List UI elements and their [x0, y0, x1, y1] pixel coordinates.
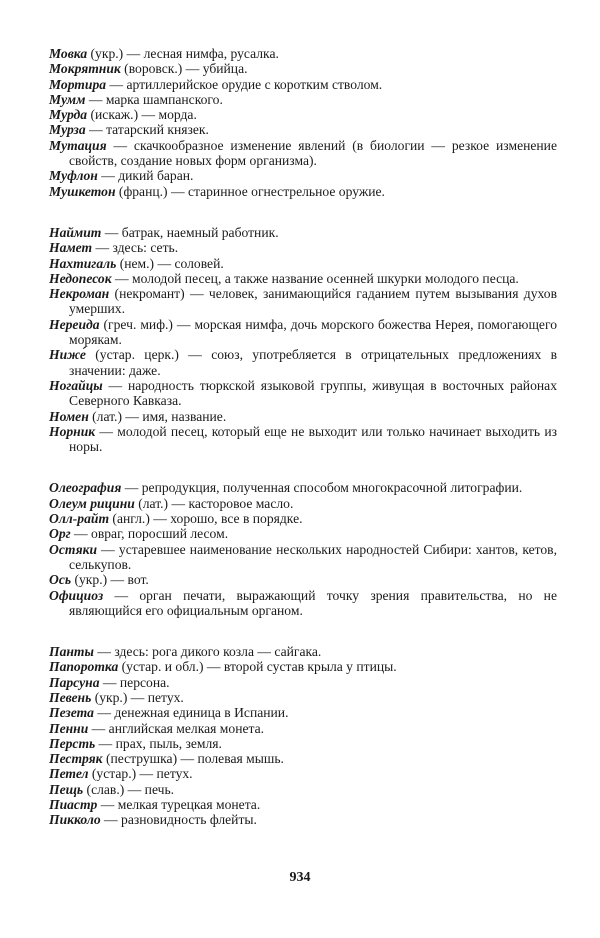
- glossary-entry: [49, 572, 557, 587]
- glossary-entry: [49, 736, 557, 751]
- glossary-entry: [49, 542, 557, 573]
- entry-definition: (устар.) — петух.: [88, 766, 193, 782]
- glossary-entry: [49, 782, 557, 797]
- glossary-entry: [49, 480, 557, 495]
- entry-term: Парсуна: [49, 674, 100, 690]
- entry-definition: — овраг, поросший лесом.: [70, 526, 229, 542]
- glossary-entry: [49, 317, 557, 348]
- entry-definition: (устар. церк.) — союз, употребляется в отрицательных предложениях в значении: даже.: [69, 347, 557, 378]
- glossary-entry: [49, 378, 557, 409]
- entry-term: Олеография: [49, 480, 122, 496]
- glossary-entry: [49, 797, 557, 812]
- entry-term: Папоротка: [49, 659, 119, 675]
- entry-term: Олл-райт: [49, 511, 110, 527]
- entry-definition: — орган печати, выражающий точку зрения правительства, но не являющийся его официальным органом.: [69, 587, 557, 618]
- entry-term: Олеум рицини: [49, 495, 135, 511]
- entry-definition: — английская мелкая монета.: [88, 720, 265, 736]
- entry-definition: — мелкая турецкая монета.: [97, 797, 261, 813]
- entry-definition: — персона.: [99, 674, 170, 690]
- entry-term: Пестряк: [49, 751, 103, 767]
- entry-term: Норник: [49, 423, 96, 439]
- entry-term: Нахтигаль: [49, 255, 117, 271]
- entry-term: Мушкетон: [49, 183, 116, 199]
- glossary-entry: [49, 766, 557, 781]
- glossary-entry: [49, 644, 557, 659]
- entry-definition: — устаревшее наименование нескольких народностей Сибири: хантов, кетов, селькупов.: [69, 541, 557, 572]
- entry-definition: (укр.) — лесная нимфа, русалка.: [87, 46, 279, 61]
- entry-definition: — молодой песец, а также название осенней шкурки молодого песца.: [111, 270, 519, 286]
- entry-term: Пезета: [49, 705, 94, 721]
- entry-term: Певень: [49, 689, 92, 705]
- glossary-entry: [49, 588, 557, 619]
- glossary-entry: [49, 61, 557, 76]
- entry-term: Номен: [49, 408, 89, 424]
- entry-term: Намет: [49, 240, 93, 256]
- entry-definition: — артиллерийское орудие с коротким стволом.: [106, 76, 383, 92]
- glossary-section: [49, 46, 557, 199]
- entry-term: Ниже́: [49, 347, 86, 363]
- entry-term: Мурда: [49, 107, 88, 123]
- glossary-section: [49, 480, 557, 618]
- entry-term: Пикколо: [49, 812, 101, 828]
- entry-definition: (греч. миф.) — морская нимфа, дочь морского божества Нерея, помогающего морякам.: [69, 316, 557, 348]
- entry-term: Наймит: [49, 224, 102, 240]
- glossary-entry: [49, 286, 557, 317]
- entry-definition: (искаж.) — морда.: [87, 107, 197, 123]
- glossary-entry: [49, 812, 557, 827]
- entry-term: Муфлон: [49, 168, 98, 184]
- entry-term: Мурза: [49, 122, 86, 138]
- entry-term: Мовка: [49, 46, 88, 61]
- entry-definition: — здесь: сеть.: [92, 240, 179, 256]
- entry-definition: — репродукция, полученная способом многокрасочной литографии.: [121, 480, 523, 496]
- section-gap: [49, 618, 557, 644]
- entry-term: Панты: [49, 644, 94, 660]
- glossary-sections: [49, 46, 557, 828]
- glossary-entry: [49, 675, 557, 690]
- entry-definition: — молодой песец, который еще не выходит или только начинает выходить из норы.: [69, 423, 557, 455]
- entry-definition: — здесь: рога дикого козла — сайгака.: [93, 644, 322, 660]
- entry-definition: — денежная единица в Испании.: [93, 705, 289, 721]
- entry-definition: — марка шампанского.: [85, 91, 223, 107]
- glossary-entry: [49, 225, 557, 240]
- entry-definition: — татарский князек.: [85, 122, 209, 138]
- entry-term: Мокрятник: [49, 61, 121, 77]
- glossary-entry: [49, 690, 557, 705]
- entry-term: Петел: [49, 766, 89, 782]
- glossary-entry: [49, 751, 557, 766]
- entry-term: Персть: [49, 735, 96, 751]
- glossary-entry: [49, 409, 557, 424]
- glossary-entry: [49, 705, 557, 720]
- entry-definition: (нем.) — соловей.: [116, 255, 224, 271]
- glossary-entry: [49, 271, 557, 286]
- glossary-entry: [49, 424, 557, 455]
- glossary-entry: [49, 721, 557, 736]
- glossary-entry: [49, 184, 557, 199]
- entry-definition: (лат.) — имя, название.: [88, 408, 227, 424]
- glossary-entry: [49, 496, 557, 511]
- entry-definition: (лат.) — касторовое масло.: [134, 495, 294, 511]
- glossary-entry: [49, 46, 557, 61]
- entry-definition: (укр.) — вот.: [71, 572, 149, 588]
- glossary-entry: [49, 92, 557, 107]
- entry-term: Остяки: [49, 541, 98, 557]
- entry-term: Пещь: [49, 781, 84, 797]
- entry-term: Мутация: [49, 137, 107, 153]
- glossary-entry: [49, 138, 557, 169]
- glossary-entry: [49, 256, 557, 271]
- entry-term: Нереида: [49, 316, 100, 332]
- entry-term: Недопесок: [49, 270, 112, 286]
- glossary-entry: [49, 168, 557, 183]
- entry-term: Пенни: [49, 720, 89, 736]
- page-number: 934: [289, 870, 311, 885]
- glossary-entry: [49, 347, 557, 378]
- entry-definition: — батрак, наемный работник.: [101, 224, 279, 240]
- entry-term: Некроман: [49, 286, 110, 302]
- entry-definition: (устар. и обл.) — второй сустав крыла у птицы.: [118, 659, 397, 675]
- entry-definition: — прах, пыль, земля.: [95, 735, 222, 751]
- section-gap: [49, 199, 557, 225]
- entry-definition: (некромант) — человек, занимающийся гаданием путем вызывания духов умерших.: [69, 286, 557, 317]
- entry-term: Мортира: [49, 76, 107, 92]
- glossary-entry: [49, 659, 557, 674]
- entry-term: Ногайцы: [49, 377, 103, 393]
- entry-term: Мумм: [49, 91, 86, 107]
- entry-definition: (пеструшка) — полевая мышь.: [102, 751, 284, 767]
- glossary-entry: [49, 77, 557, 92]
- entry-definition: (англ.) — хорошо, все в порядке.: [109, 511, 303, 527]
- entry-term: Пиастр: [49, 797, 98, 813]
- entry-definition: (воровск.) — убийца.: [120, 61, 248, 77]
- entry-definition: — дикий баран.: [97, 168, 194, 184]
- glossary-entry: [49, 526, 557, 541]
- section-gap: [49, 454, 557, 480]
- glossary-section: [49, 644, 557, 828]
- glossary-entry: [49, 511, 557, 526]
- entry-definition: — разновидность флейты.: [100, 812, 257, 828]
- entry-definition: — народность тюркской языковой группы, живущая в восточных районах Северного Кавказа.: [69, 377, 557, 409]
- glossary-section: [49, 225, 557, 454]
- entry-term: Орг: [49, 526, 71, 542]
- entry-definition: — скачкообразное изменение явлений (в биологии — резкое изменение свойств, создание новых форм организма).: [69, 137, 557, 169]
- glossary-entry: [49, 122, 557, 137]
- glossary-entry: [49, 240, 557, 255]
- entry-term: Официоз: [49, 587, 104, 603]
- entry-definition: (слав.) — печь.: [83, 781, 175, 797]
- glossary-entry: [49, 107, 557, 122]
- entry-definition: (франц.) — старинное огнестрельное оружие.: [115, 183, 385, 199]
- glossary-page: [49, 46, 557, 828]
- entry-term: Ось: [49, 572, 72, 588]
- entry-definition: (укр.) — петух.: [91, 689, 184, 705]
